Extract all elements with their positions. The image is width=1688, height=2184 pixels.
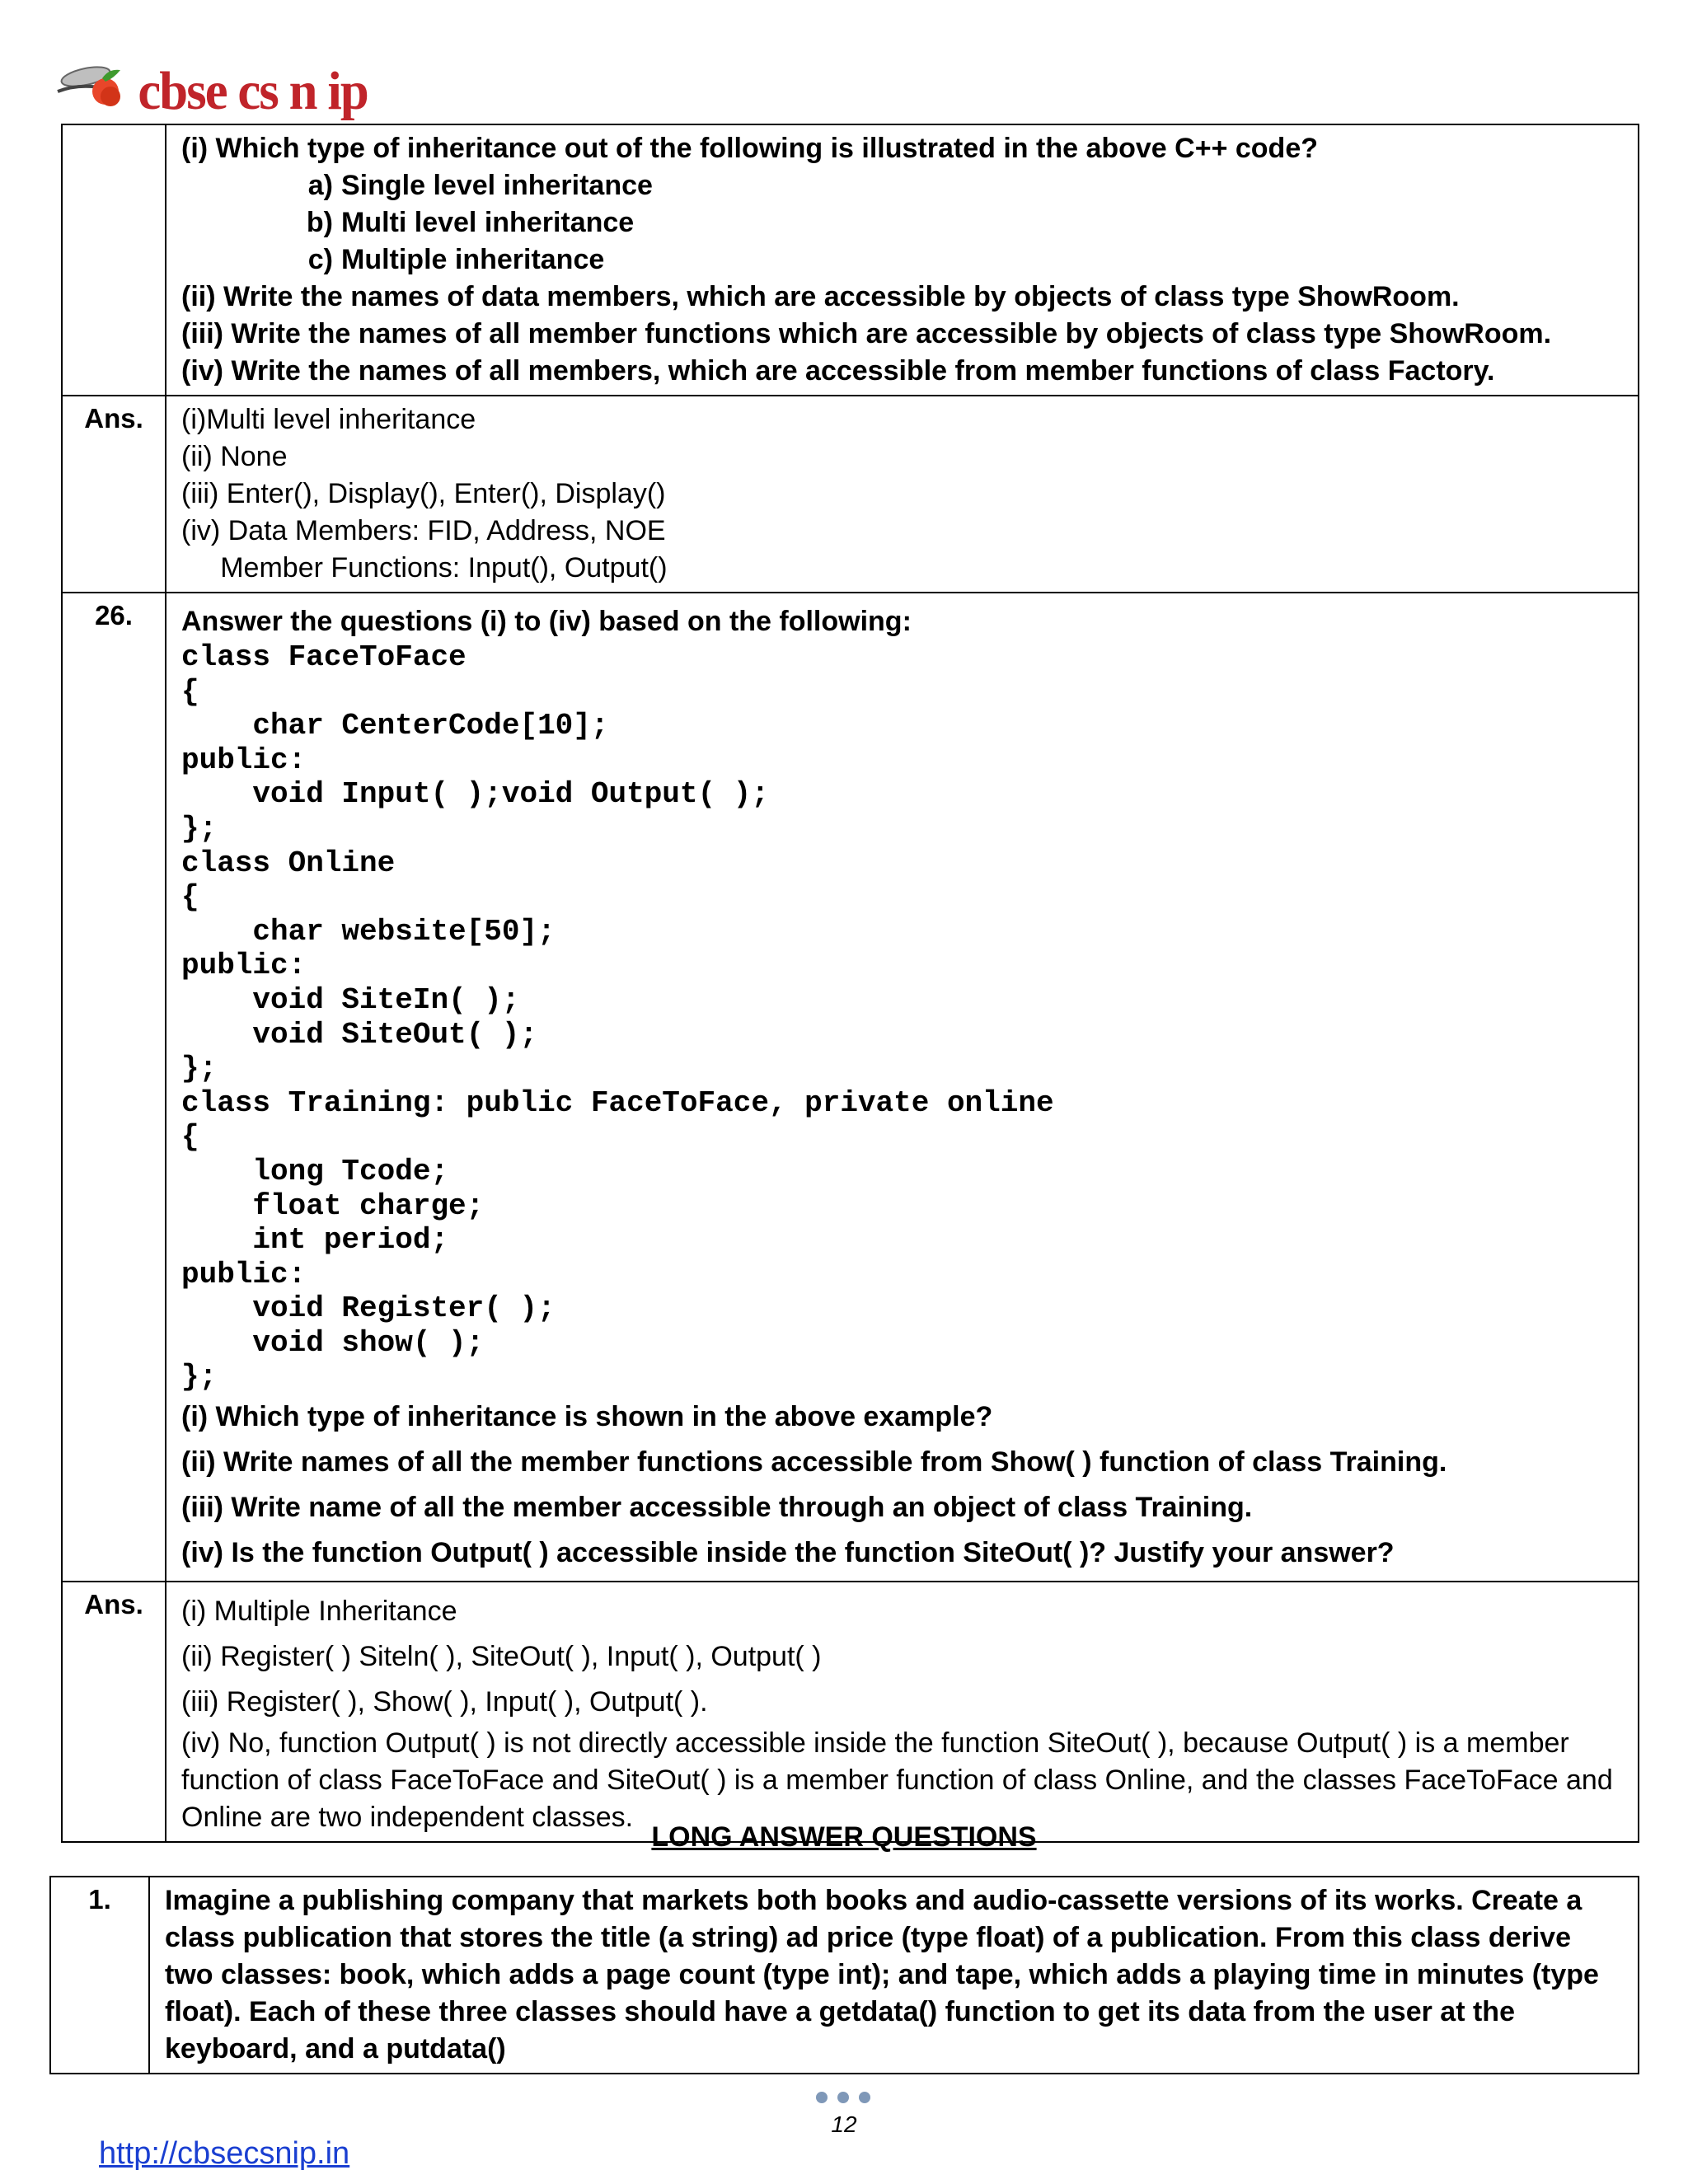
page-dots-decoration xyxy=(816,2092,880,2107)
question-text: (ii) Write names of all the member functions accessible from Show( ) function of class Training. xyxy=(181,1446,1447,1479)
question-text: (iv) Write the names of all members, which are accessible from member functions of class Factory. xyxy=(181,355,1495,387)
question-cell xyxy=(166,124,1639,396)
code-line: void Register( ); xyxy=(181,1291,556,1326)
code-line: class Training: public FaceToFace, private online xyxy=(181,1085,1054,1120)
code-line: public: xyxy=(181,1257,307,1291)
option-item: b) Multi level inheritance xyxy=(306,207,635,238)
code-line: char CenterCode[10]; xyxy=(181,709,609,743)
question-block-continued xyxy=(61,124,1639,1843)
code-line: }; xyxy=(181,811,218,846)
question-number: 26. xyxy=(62,593,166,1582)
question-text: (iii) Write name of all the member accessible through an object of class Training. xyxy=(181,1492,1253,1524)
question-text: (i) Which type of inheritance is shown in the above example? xyxy=(181,1401,993,1433)
code-line: float charge; xyxy=(181,1188,485,1223)
question-number: 1. xyxy=(50,1877,149,2074)
logo-text: cbse cs n ip xyxy=(138,61,368,121)
code-line: public: xyxy=(181,743,307,777)
code-line: }; xyxy=(181,1360,218,1394)
answer-cell xyxy=(166,396,1639,593)
logo-mouse-icon xyxy=(54,59,137,124)
question-text: (iv) Is the function Output( ) accessible inside the function SiteOut( )? Justify your answer? xyxy=(181,1537,1395,1569)
code-line: { xyxy=(181,674,199,709)
long-answer-question xyxy=(49,1876,1639,2074)
answer-label: Ans. xyxy=(62,396,166,593)
code-line: long Tcode; xyxy=(181,1154,449,1188)
code-line: int period; xyxy=(181,1223,449,1258)
site-logo xyxy=(54,54,373,129)
code-line: class Online xyxy=(181,846,396,880)
answer-text: (ii) Register( ) Siteln( ), SiteOut( ), Input( ), Output( ) xyxy=(181,1641,822,1673)
question-text: (i) Which type of inheritance out of the following is illustrated in the above C++ code? xyxy=(181,133,1318,164)
code-block xyxy=(181,640,1625,1394)
section-title: LONG ANSWER QUESTIONS xyxy=(651,1821,1037,1853)
code-line: { xyxy=(181,880,199,915)
code-line: public: xyxy=(181,949,307,983)
question-text: Imagine a publishing company that markets both books and audio-cassette versions of its works. Create a class publication that stores the title (a string) ad price (type float) of a publication. From this class derive two classes: book, which adds a page count (type int); and tape, which adds a playing time in minutes (type float). Each of these three classes should have a getdata() function to get its data from the user at the keyboard, and a putdata() xyxy=(165,1885,1599,2064)
footer-link[interactable]: http://cbsecsnip.in xyxy=(99,2136,350,2171)
code-line: }; xyxy=(181,1052,218,1086)
question-cell xyxy=(149,1877,1639,2074)
page-number: 12 xyxy=(831,2111,857,2137)
answer-text: (ii) None xyxy=(181,441,288,472)
answer-cell xyxy=(166,1582,1639,1842)
answer-text: (iv) No, function Output( ) is not directly accessible inside the function SiteOut( ), because Output( ) is a member function of class FaceToFace and SiteOut( ) is a member function of class Online, and the classes FaceToFace and Online are two independent classes. xyxy=(181,1727,1613,1834)
answer-text: (iii) Register( ), Show( ), Input( ), Output( ). xyxy=(181,1686,708,1718)
code-line: void SiteOut( ); xyxy=(181,1017,538,1052)
code-line: void SiteIn( ); xyxy=(181,982,520,1017)
question-text: (ii) Write the names of data members, which are accessible by objects of class type ShowRoom. xyxy=(181,281,1460,312)
answer-text: (iv) Data Members: FID, Address, NOE xyxy=(181,515,666,546)
answer-text: (i)Multi level inheritance xyxy=(181,404,476,435)
code-line: void Input( );void Output( ); xyxy=(181,777,769,812)
answer-label: Ans. xyxy=(62,1582,166,1842)
code-line: { xyxy=(181,1120,199,1155)
answer-text: Member Functions: Input(), Output() xyxy=(181,552,668,583)
code-line: char website[50]; xyxy=(181,914,556,949)
question-intro: Answer the questions (i) to (iv) based on the following: xyxy=(181,606,912,637)
answer-text: (i) Multiple Inheritance xyxy=(181,1596,457,1628)
question-text: (iii) Write the names of all member functions which are accessible by objects of class type ShowRoom. xyxy=(181,318,1552,349)
code-line: class FaceToFace xyxy=(181,640,467,674)
code-line: void show( ); xyxy=(181,1325,485,1360)
answer-text: (iii) Enter(), Display(), Enter(), Display() xyxy=(181,478,666,509)
option-item: c) Multiple inheritance xyxy=(307,244,605,275)
question-cell xyxy=(166,593,1639,1582)
option-item: a) Single level inheritance xyxy=(307,170,653,201)
question-number-cell xyxy=(62,124,166,396)
